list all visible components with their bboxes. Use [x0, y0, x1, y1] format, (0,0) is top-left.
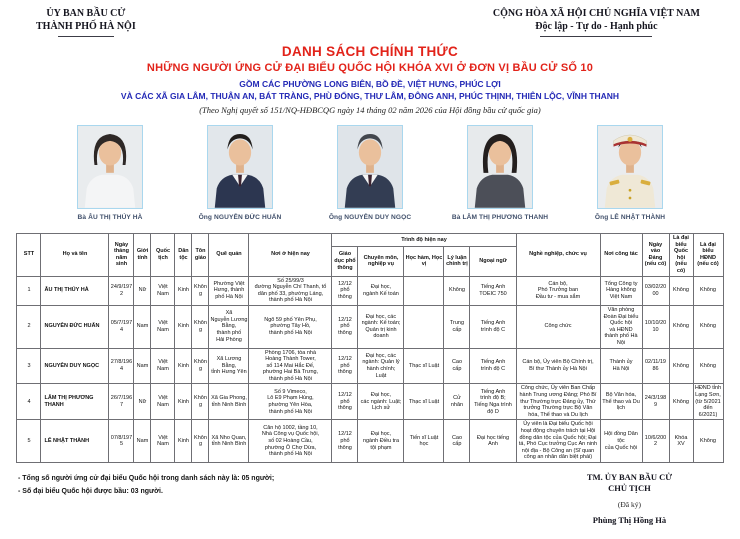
table-cell: 1: [17, 276, 41, 305]
table-cell: 12/12 phổ thông: [332, 420, 358, 463]
table-cell: Ủy viên là Đại biểu Quốc hội hoạt động chuyên trách tại Hội đồng dân tộc của Quốc hội; Đại tá, Phó Cục trưởng Cục An ninh nội địa - Bộ Công an (Sĩ quan công an nhân dân biệt phái): [516, 420, 600, 463]
table-cell: 12/12 phổ thông: [332, 384, 358, 420]
issuer-line2: THÀNH PHỐ HÀ NỘI: [36, 20, 136, 32]
table-cell: Không: [192, 348, 209, 384]
table-cell: Tổng Công ty Hàng không Việt Nam: [600, 276, 642, 305]
table-cell: Không: [693, 276, 723, 305]
table-cell: Công chức: [516, 305, 600, 348]
candidate-portrait-photo: [77, 125, 143, 209]
elected-count-note: - Số đại biểu Quốc hội được bầu: 03 người.: [18, 488, 163, 496]
table-cell: LÊ NHẬT THÀNH: [41, 420, 109, 463]
document-title: DANH SÁCH CHÍNH THỨC: [281, 44, 459, 59]
table-cell: Đại học, ngành Điều tra tội phạm: [358, 420, 404, 463]
signed-note: (Đã ký): [617, 499, 642, 509]
table-cell: 27/8/1964: [109, 348, 134, 384]
table-cell: Việt Nam: [151, 305, 175, 348]
candidate-portrait-photo: [597, 125, 663, 209]
candidate-row: [17, 348, 723, 384]
column-header: Quê quán: [209, 234, 249, 277]
table-cell: Nam: [134, 420, 151, 463]
candidate-photos-row: [50, 125, 690, 221]
table-cell: 3: [17, 348, 41, 384]
table-cell: HĐND tỉnh Lạng Sơn, (từ 5/2021 đến 6/2021): [693, 384, 723, 420]
table-cell: [404, 305, 444, 348]
column-header: Nơi công tác: [600, 234, 642, 277]
table-cell: Xã Lương Bằng, tỉnh Hưng Yên: [209, 348, 249, 384]
candidate-portrait-photo: [207, 125, 273, 209]
candidate-4: [440, 125, 560, 221]
table-cell: Không: [669, 305, 693, 348]
column-header: Lý luận chính trị: [444, 247, 470, 277]
table-cell: Việt Nam: [151, 420, 175, 463]
table-cell: LÂM THỊ PHƯƠNG THANH: [41, 384, 109, 420]
issuer-underline: [58, 36, 114, 37]
table-cell: 2: [17, 305, 41, 348]
candidate-name-caption: Ông NGUYỄN ĐỨC HUẤN: [198, 214, 282, 221]
table-cell: Tiếng Anh trình độ C: [470, 348, 516, 384]
table-cell: Không: [192, 276, 209, 305]
table-cell: 12/12 phổ thông: [332, 276, 358, 305]
summary-notes: [18, 472, 274, 525]
candidate-row: [17, 276, 723, 305]
candidate-1: [50, 125, 170, 221]
motto-line2: Độc lập - Tự do - Hạnh phúc: [535, 20, 658, 32]
table-cell: Thạc sĩ Luật: [404, 348, 444, 384]
table-cell: Không: [192, 420, 209, 463]
document-header: [0, 0, 740, 37]
column-header: Là đại biểu HĐND (nếu có): [693, 234, 723, 277]
table-cell: Kinh: [175, 276, 192, 305]
candidate-3: [310, 125, 430, 221]
table-cell: 05/7/1974: [109, 305, 134, 348]
column-header: Tôn giáo: [192, 234, 209, 277]
column-header: Quốc tịch: [151, 234, 175, 277]
table-cell: Xã Nho Quan, tỉnh Ninh Bình: [209, 420, 249, 463]
candidate-name-caption: Bà ÂU THỊ THÚY HÀ: [77, 214, 143, 221]
table-cell: NGUYỄN DUY NGỌC: [41, 348, 109, 384]
table-cell: 10/10/2010: [642, 305, 669, 348]
table-cell: [404, 276, 444, 305]
column-header: Là đại biểu Quốc hội (nếu có): [669, 234, 693, 277]
table-cell: Kinh: [175, 348, 192, 384]
table-cell: Ngõ 59 phố Yên Phụ, phường Tây Hồ, thành phố Hà Nội: [249, 305, 332, 348]
table-cell: 4: [17, 384, 41, 420]
table-cell: Thạc sĩ Luật: [404, 384, 444, 420]
table-cell: Đại học, các ngành: Luật; Lịch sử: [358, 384, 404, 420]
candidate-row: [17, 384, 723, 420]
table-cell: Nam: [134, 305, 151, 348]
table-cell: 02/11/1986: [642, 348, 669, 384]
table-cell: Thành ủy Hà Nội: [600, 348, 642, 384]
table-cell: NGUYỄN ĐỨC HUẤN: [41, 305, 109, 348]
table-cell: 5: [17, 420, 41, 463]
table-cell: Số 9 Vimeco, Lô E9 Phạm Hùng, phường Yên Hòa, thành phố Hà Nội: [249, 384, 332, 420]
table-cell: Không: [693, 420, 723, 463]
candidate-row: [17, 420, 723, 463]
table-cell: Kinh: [175, 420, 192, 463]
candidate-2: [180, 125, 300, 221]
table-cell: Hội đồng Dân tộc của Quốc hội: [600, 420, 642, 463]
table-cell: Nam: [134, 348, 151, 384]
column-header: Họ và tên: [41, 234, 109, 277]
table-cell: 24/9/1972: [109, 276, 134, 305]
issuer-block: [36, 8, 136, 37]
table-cell: Cán bộ, Phó Trưởng ban Đầu tư - mua sắm: [516, 276, 600, 305]
table-cell: Xã Nguyễn Lương Bằng, thành phố Hải Phòng: [209, 305, 249, 348]
column-header: Ngày vào Đảng (nếu có): [642, 234, 669, 277]
column-header: Ngoại ngữ: [470, 247, 516, 277]
candidates-table: [16, 233, 723, 463]
table-cell: Tiếng Anh trình độ C: [470, 305, 516, 348]
district-list-line2: VÀ CÁC XÃ GIA LÂM, THUẬN AN, BÁT TRÀNG, PHÙ ĐỔNG, THƯ LÂM, ĐÔNG ANH, PHÚC THỊNH, THIÊN LỘC, VĨNH THANH: [120, 91, 620, 101]
table-cell: Không: [693, 348, 723, 384]
signature-authority: TM. ỦY BAN BẦU CỬ: [586, 472, 672, 482]
column-header: Giáo dục phổ thông: [332, 247, 358, 277]
table-cell: Đại học, các ngành: Quản lý hành chính; Luật: [358, 348, 404, 384]
qualification-group-header: Trình độ hiện nay: [332, 234, 516, 247]
table-cell: Không: [192, 305, 209, 348]
table-cell: Không: [669, 384, 693, 420]
table-cell: Căn hộ 1002, tầng 10, Nhà Công vụ Quốc hội, số 02 Hoàng Cầu, phường Ô Chợ Dừa, thành phố Hà Nội: [249, 420, 332, 463]
table-cell: Đại học tiếng Anh: [470, 420, 516, 463]
table-cell: Tiếng Anh TOEIC 750: [470, 276, 516, 305]
column-header: STT: [17, 234, 41, 277]
table-cell: Phường Việt Hưng, thành phố Hà Nội: [209, 276, 249, 305]
table-cell: Phòng 1706, tòa nhà Hoàng Thành Tower, số 114 Mai Hắc Đế, phường Hai Bà Trưng, thành phố Hà Nội: [249, 348, 332, 384]
column-header: Nơi ở hiện nay: [249, 234, 332, 277]
national-motto-block: [493, 8, 700, 37]
table-cell: 10/6/2002: [642, 420, 669, 463]
table-cell: Nữ: [134, 276, 151, 305]
motto-line1: CỘNG HÒA XÃ HỘI CHỦ NGHĨA VIỆT NAM: [492, 8, 700, 19]
candidate-portrait-photo: [337, 125, 403, 209]
district-list-line1: GỒM CÁC PHƯỜNG LONG BIÊN, BỒ ĐỀ, VIỆT HƯNG, PHÚC LỢI: [239, 79, 501, 89]
table-cell: Cử nhân: [444, 384, 470, 420]
table-cell: Văn phòng Đoàn Đại biểu Quốc hội và HĐND thành phố Hà Nội: [600, 305, 642, 348]
table-cell: 12/12 phổ thông: [332, 348, 358, 384]
total-candidates-note: - Tổng số người ứng cử đại biểu Quốc hội trong danh sách này là: 05 người;: [18, 475, 275, 482]
issuer-line1: ỦY BAN BẦU CỬ: [46, 8, 126, 19]
signature-block: [587, 472, 672, 525]
resolution-reference: (Theo Nghị quyết số 151/NQ-HĐBCQG ngày 14 tháng 02 năm 2026 của Hội đồng bầu cử quốc gia): [199, 105, 541, 115]
signer-name: Phùng Thị Hồng Hà: [592, 514, 667, 525]
candidate-name-caption: Ông LÊ NHẬT THÀNH: [594, 214, 666, 221]
candidate-row: [17, 305, 723, 348]
candidate-name-caption: Ông NGUYỄN DUY NGỌC: [328, 214, 412, 221]
table-cell: Khóa XV: [669, 420, 693, 463]
column-header: Ngày tháng năm sinh: [109, 234, 134, 277]
table-cell: 24/3/1989: [642, 384, 669, 420]
column-header: Dân tộc: [175, 234, 192, 277]
table-cell: Đại học, ngành Kế toán: [358, 276, 404, 305]
table-cell: Cao cấp: [444, 420, 470, 463]
table-cell: Không: [669, 348, 693, 384]
table-cell: Cao cấp: [444, 348, 470, 384]
candidate-name-caption: Bà LÂM THỊ PHƯƠNG THANH: [451, 214, 549, 221]
document-subtitle: NHỮNG NGƯỜI ỨNG CỬ ĐẠI BIỂU QUỐC HỘI KHÓA XVI Ở ĐƠN VỊ BẦU CỬ SỐ 10: [146, 62, 594, 74]
table-cell: Tiến sĩ Luật học: [404, 420, 444, 463]
table-cell: Xã Gia Phong, tỉnh Ninh Bình: [209, 384, 249, 420]
motto-underline: [540, 36, 652, 37]
table-cell: Không: [444, 276, 470, 305]
table-cell: Nữ: [134, 384, 151, 420]
column-header: Nghề nghiệp, chức vụ: [516, 234, 600, 277]
table-cell: Không: [693, 305, 723, 348]
table-cell: Kinh: [175, 384, 192, 420]
column-header: Chuyên môn, nghiệp vụ: [358, 247, 404, 277]
table-cell: Bộ Văn hóa, Thể thao và Du lịch: [600, 384, 642, 420]
table-cell: Trung cấp: [444, 305, 470, 348]
table-cell: Đại học, các ngành: Kế toán; Quản trị kinh doanh: [358, 305, 404, 348]
table-cell: Không: [669, 276, 693, 305]
table-cell: ÂU THỊ THÚY HÀ: [41, 276, 109, 305]
table-cell: 03/02/2000: [642, 276, 669, 305]
document-footer: [0, 463, 740, 525]
table-cell: 07/8/1975: [109, 420, 134, 463]
table-cell: Không: [192, 384, 209, 420]
table-cell: Việt Nam: [151, 276, 175, 305]
table-cell: Cán bộ, Ủy viên Bộ Chính trị, Bí thư Thành ủy Hà Nội: [516, 348, 600, 384]
table-cell: 12/12 phổ thông: [332, 305, 358, 348]
table-cell: Tiếng Anh trình độ B; Tiếng Nga trình độ D: [470, 384, 516, 420]
column-header: Học hàm, Học vị: [404, 247, 444, 277]
signature-title: CHỦ TỊCH: [608, 483, 651, 494]
table-cell: Việt Nam: [151, 384, 175, 420]
table-cell: Công chức, Ủy viên Ban Chấp hành Trung ương Đảng; Phó Bí thư Thường trực Đảng ủy, Thứ trưởng Thường trực Bộ Văn hóa, Thể thao và Du lịch: [516, 384, 600, 420]
table-cell: Số 25/99/3 đường Nguyễn Chí Thanh, tổ dân phố 33, phường Láng, thành phố Hà Nội: [249, 276, 332, 305]
candidate-portrait-photo: [467, 125, 533, 209]
column-header: Giới tính: [134, 234, 151, 277]
table-cell: 26/7/1967: [109, 384, 134, 420]
title-block: [0, 44, 740, 115]
table-cell: Việt Nam: [151, 348, 175, 384]
candidate-5: [570, 125, 690, 221]
table-cell: Kinh: [175, 305, 192, 348]
